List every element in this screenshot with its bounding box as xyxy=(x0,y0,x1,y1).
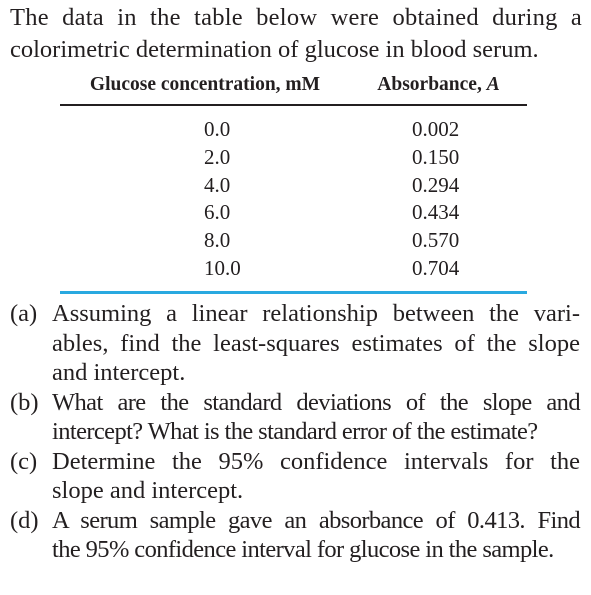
question-label: (b) xyxy=(10,388,39,416)
intro-line: colorimetric determination of glucose in blood serum. xyxy=(10,36,539,63)
intro-line: The data in the table below were obtained during a xyxy=(10,4,582,31)
question-label: (c) xyxy=(10,447,38,475)
question-line: the 95% confidence interval for glucose in the sample. xyxy=(52,536,554,563)
question-line: slope and intercept. xyxy=(52,477,244,504)
data-table-container xyxy=(60,68,527,294)
data-table xyxy=(60,68,527,291)
question-line: intercept? What is the standard error of the estimate? xyxy=(52,418,538,445)
question-text xyxy=(52,447,580,506)
glucose-cell: 2.0 xyxy=(204,144,231,169)
table-row xyxy=(60,227,527,255)
question-c xyxy=(10,447,580,506)
column-header-absorbance-text: Absorbance, xyxy=(377,74,487,95)
question-list xyxy=(10,299,580,565)
question-line: and intercept. xyxy=(52,359,186,386)
glucose-cell: 6.0 xyxy=(204,200,231,225)
absorbance-symbol: A xyxy=(486,74,500,95)
question-line: Determine the 95% confidence intervals for the xyxy=(52,447,580,475)
table-bottom-rule xyxy=(60,291,527,294)
question-b xyxy=(10,388,580,447)
question-line: ables, find the least-squares estimates of the slope xyxy=(52,329,580,357)
question-d xyxy=(10,506,580,565)
question-text xyxy=(52,506,580,565)
question-label: (d) xyxy=(10,506,39,534)
question-line: Assuming a linear relationship between the vari- xyxy=(52,300,580,327)
question-label: (a) xyxy=(10,300,38,327)
column-header-glucose: Glucose concentration, mM xyxy=(60,68,350,105)
intro-paragraph xyxy=(10,2,582,66)
glucose-cell: 0.0 xyxy=(204,117,231,141)
table-row xyxy=(60,172,527,200)
question-line: A serum sample gave an absorbance of 0.413. Find xyxy=(52,506,580,534)
question-text xyxy=(52,299,580,388)
table-header-row xyxy=(60,68,527,105)
absorbance-cell: 0.704 xyxy=(412,255,460,280)
glucose-cell: 8.0 xyxy=(204,228,231,253)
table-row xyxy=(60,144,527,172)
glucose-cell: 4.0 xyxy=(204,172,231,197)
table-row xyxy=(60,255,527,291)
table-row xyxy=(60,199,527,227)
absorbance-cell: 0.294 xyxy=(412,172,460,197)
absorbance-cell: 0.434 xyxy=(412,200,460,225)
table-row xyxy=(60,105,527,144)
question-line: What are the standard deviations of the slope and xyxy=(52,388,580,416)
absorbance-cell: 0.150 xyxy=(412,144,460,169)
question-text xyxy=(52,388,580,447)
question-a xyxy=(10,299,580,388)
glucose-cell: 10.0 xyxy=(204,255,241,280)
column-header-absorbance xyxy=(350,68,527,105)
absorbance-cell: 0.570 xyxy=(412,228,460,253)
absorbance-cell: 0.002 xyxy=(412,117,460,141)
